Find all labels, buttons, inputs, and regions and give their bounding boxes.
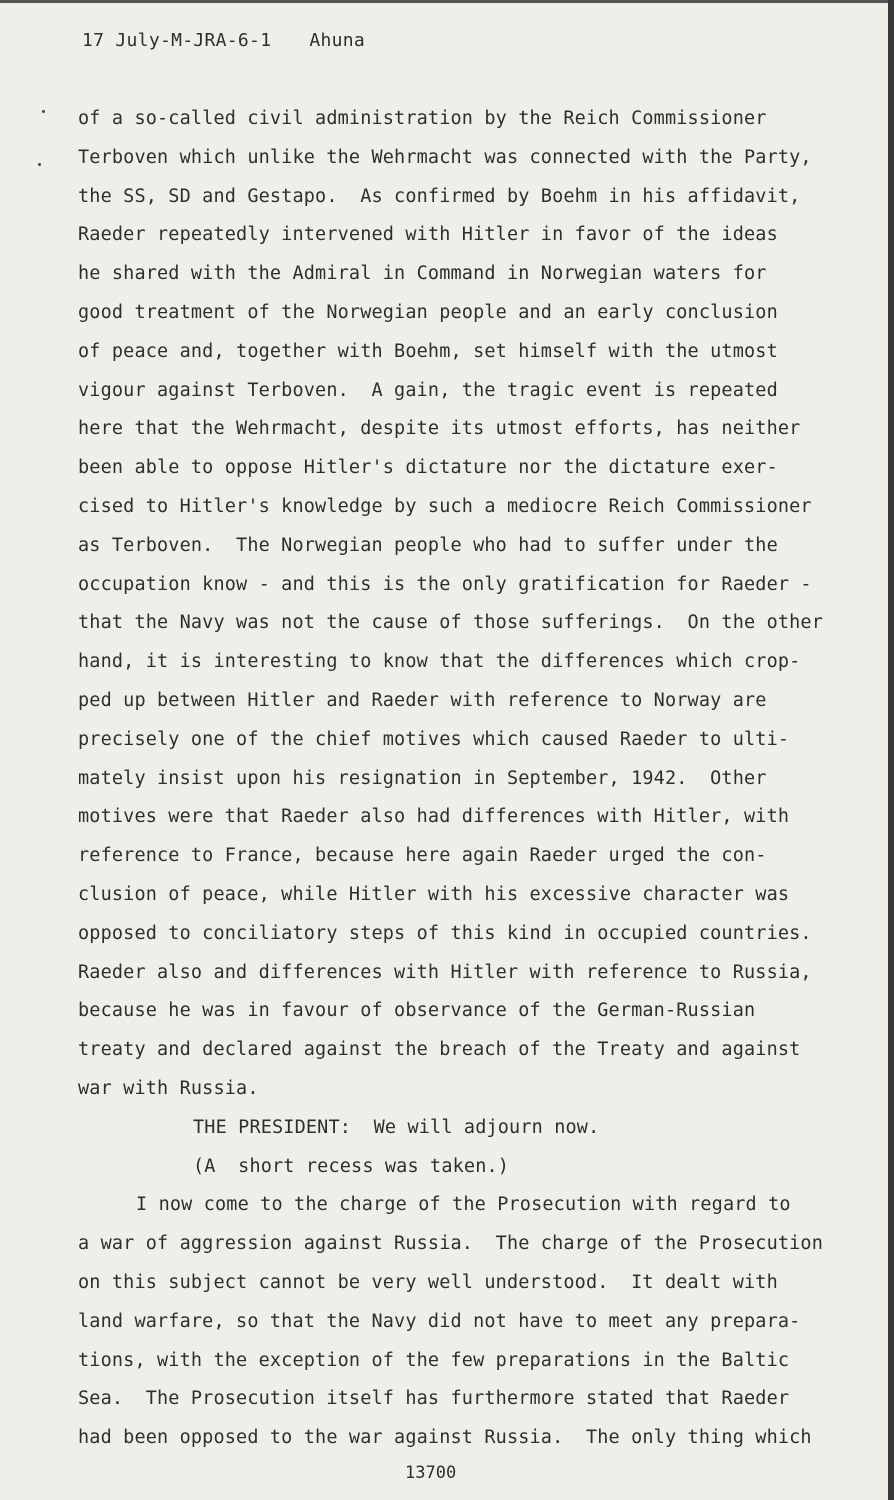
text-line: as Terboven. The Norwegian people who had to suffer under the [78,534,778,556]
stage-direction: (A short recess was taken.) [193,1155,510,1177]
scan-top-edge [0,0,894,3]
text-line: Sea. The Prosecution itself has furthermore stated that Raeder [78,1388,790,1410]
text-line: Raeder also and differences with Hitler with reference to Russia, [78,961,812,983]
text-line: reference to France, because here again Raeder urged the con- [78,845,767,867]
text-line: motives were that Raeder also had differences with Hitler, with [78,806,790,828]
text-line: Terboven which unlike the Wehrmacht was connected with the Party, [78,146,812,168]
page-number: 13700 [405,1463,457,1483]
text-line: I now come to the charge of the Prosecution with regard to [136,1194,791,1216]
text-line: mately insist upon his resignation in September, 1942. Other [78,767,767,789]
text-line: been able to oppose Hitler's dictature nor the dictature exer- [78,457,778,479]
text-line: tions, with the exception of the few preparations in the Baltic [78,1349,790,1371]
text-line: land warfare, so that the Navy did not have to meet any prepara- [78,1310,801,1332]
text-line: had been opposed to the war against Russia. The only thing which [78,1427,812,1449]
speaker-line: THE PRESIDENT: We will adjourn now. [193,1116,600,1138]
text-line: Raeder repeatedly intervened with Hitler in favor of the ideas [78,224,778,246]
text-line: because he was in favour of observance of the German-Russian [78,1000,756,1022]
scan-speck [38,163,41,166]
text-line: cised to Hitler's knowledge by such a mediocre Reich Commissioner [78,495,812,517]
transcript-body [78,100,848,1458]
text-line: treaty and declared against the breach of the Treaty and against [78,1039,801,1061]
scan-speck [42,110,45,113]
text-line: of peace and, together with Boehm, set himself with the utmost [78,340,778,362]
text-line: the SS, SD and Gestapo. As confirmed by Boehm in his affidavit, [78,185,801,207]
transcript-reference: 17 July-M-JRA-6-1 [82,30,272,51]
page-header [82,30,365,51]
scan-right-edge [888,0,894,1500]
text-line: precisely one of the chief motives which caused Raeder to ulti- [78,728,790,750]
text-line: war with Russia. [78,1077,259,1099]
text-line: a war of aggression against Russia. The charge of the Prosecution [78,1233,824,1255]
text-line: good treatment of the Norwegian people and an early conclusion [78,301,778,323]
text-line: opposed to conciliatory steps of this kind in occupied countries. [78,922,812,944]
text-line: that the Navy was not the cause of those sufferings. On the other [78,612,824,634]
text-line: vigour against Terboven. A gain, the tragic event is repeated [78,379,778,401]
text-line: on this subject cannot be very well understood. It dealt with [78,1271,778,1293]
text-line: of a so-called civil administration by the Reich Commissioner [78,108,767,129]
text-line: hand, it is interesting to know that the differences which crop- [78,651,801,673]
text-line: occupation know - and this is the only gratification for Raeder - [78,573,812,595]
reporter-name: Ahuna [309,30,366,51]
text-line: ped up between Hitler and Raeder with reference to Norway are [78,689,767,711]
text-line: clusion of peace, while Hitler with his excessive character was [78,883,790,905]
text-line: he shared with the Admiral in Command in Norwegian waters for [78,263,767,285]
text-line: here that the Wehrmacht, despite its utmost efforts, has neither [78,418,801,440]
